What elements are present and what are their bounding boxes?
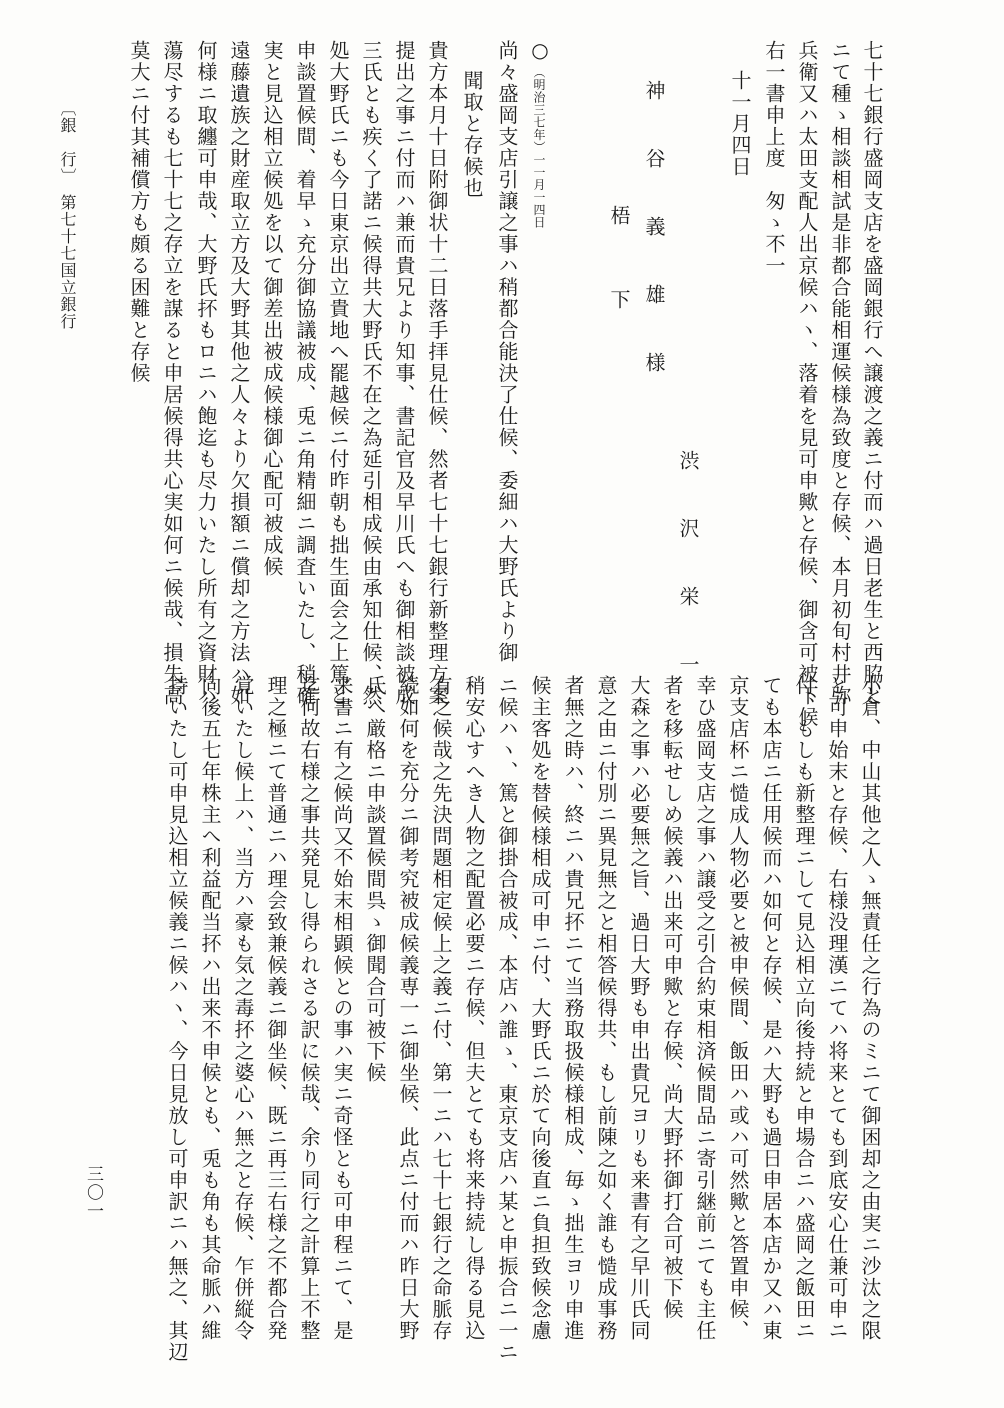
body-line: 有之候哉之先決問題相定候上之義ニ付、第一ニハ七十七銀行之命脈存 — [429, 675, 453, 1342]
body-line: 者を移転せしめ候義ハ出来可申歟と存候、尚大野抔御打合可被下候 — [660, 675, 684, 1320]
body-line: 迄何故右様之事共発見し得られさる訳に候哉、余り同行之計算上不整 — [297, 675, 321, 1342]
body-line: ても本店ニ任用候而ハ如何と存候、是ハ大野も過日申居本店か又ハ東 — [759, 675, 783, 1342]
postscript-line: 尚々盛岡支店引譲之事ハ稍都合能決了仕候、委細ハ大野氏より御 — [495, 40, 519, 664]
section-marker: ○ — [528, 38, 552, 64]
body-line: 来書ニ有之候尚又不始末相顕候との事ハ実ニ奇怪とも可申程ニて、是 — [330, 675, 354, 1342]
body-line: 意之由ニ付別ニ異見無之と相答候得共、もし前陳之如く誰も慥成事務 — [594, 675, 618, 1342]
body-line: 理之極ニて普通ニハ理会致兼候義ニ御坐候、既ニ再三右様之不都合発 — [264, 675, 288, 1342]
letter-line: 実と見込相立候処を以て御差出被成候様御心配可被成候 — [260, 40, 284, 578]
letter-line: 莫大ニ付其補償方も頗る困難と存候 — [127, 40, 151, 384]
body-line: 幸ひ盛岡支店之事ハ譲受之引合約束相済候間品ニ寄引継前ニても主任 — [693, 675, 717, 1342]
body-line: ニ候ハヽ、篤と御掛合被成、本店ハ誰ゝ、東京支店ハ某と申振合ニ一ニ — [495, 675, 519, 1363]
body-line: 付、もしも新整理ニして見込相立向後持続と申場合ニハ盛岡之飯田ニ — [792, 675, 816, 1342]
body-line: 稍安心すへき人物之配置必要ニ存候、但夫とても将来持続し得る見込 — [462, 675, 486, 1342]
body-line: 者無之時ハ、終ニハ貴兄抔ニて当務取扱候様相成、毎ゝ拙生ヨリ申進 — [561, 675, 585, 1342]
letter-line: 遠藤遺族之財産取立方及大野其他之人々より欠損額ニ償却之方法ハ如 — [227, 40, 251, 707]
letter-line: 処大野氏ニも今日東京出立貴地へ罷越候ニ付昨朝も拙生面会之上篤と — [326, 40, 350, 707]
body-line: 候主客処を替候様相成可申ニ付、大野氏ニ於て向後直ニ負担致候念慮 — [528, 675, 552, 1342]
body-line: 氏へ厳格ニ申談置候間呉ゝ御聞合可被下候 — [363, 675, 387, 1084]
intro-line: 七十七銀行盛岡支店を盛岡銀行へ譲渡之義ニ付而ハ過日老生と西脇と — [860, 40, 884, 707]
addressee-name: 神 谷 義 雄 様 — [642, 80, 666, 386]
body-line: 覚いたし候上ハ、当方ハ豪も気之毒抔之婆心ハ無之と存候、乍併縦令 — [231, 675, 255, 1342]
letter-line: 申談置候間、着早ゝ充分御協議被成、兎ニ角精細ニ調査いたし、稍確 — [293, 40, 317, 707]
letter-line: 貴方本月十日附御状十二日落手拝見仕候、然者七十七銀行新整理方案 — [425, 40, 449, 707]
sender-name: 渋 沢 栄 一 — [676, 450, 700, 688]
letter-line: 提出之事ニ付而ハ兼而貴兄より知事、書記官及早川氏へも御相談被成 — [392, 40, 416, 707]
body-line: 京支店杯ニ慥成人物必要と被申候間、飯田ハ或ハ可然歟と答置申候、 — [726, 675, 750, 1342]
body-line: 小倉、中山其他之人ゝ無責任之行為のミニて御困却之由実ニ沙汰之限 — [858, 675, 882, 1342]
body-line: と可申始末と存候、右様没理漢ニてハ将来とても到底安心仕兼可申ニ — [825, 675, 849, 1342]
postscript-line: 聞取と存候也 — [460, 70, 484, 199]
honorific: 梧 下 — [607, 205, 631, 331]
section-date: （明治三七年）一一月一四日 — [532, 66, 546, 229]
page-number: 三〇一 — [83, 1165, 103, 1221]
intro-line: ニて種ゝ相談相試是非都合能相運候様為致度と存候、本月初旬村井弥 — [828, 40, 852, 707]
intro-line: 右一書申上度 匆ゝ不一 — [762, 40, 786, 277]
body-line: 続如何を充分ニ御考究被成候義専一ニ御坐候、此点ニ付而ハ昨日大野 — [396, 675, 420, 1342]
intro-line: 兵衛又ハ太田支配人出京候ハヽ、落着を見可申歟と存候、御含可被下候 — [795, 40, 819, 728]
body-line: 持いたし可申見込相立候義ニ候ハヽ、今日見放し可申訳ニハ無之、其辺 — [165, 675, 189, 1363]
letter-date: 十一月四日 — [728, 70, 752, 178]
body-line: 向後五七年株主へ利益配当抔ハ出来不申候とも、兎も角も其命脈ハ維 — [198, 675, 222, 1342]
letter-line: 蕩尽するも七十七之存立を謀ると申居候得共心実如何ニ候哉、損失高 — [160, 40, 184, 707]
running-header: 〔銀 行〕 第七十七国立銀行 — [58, 100, 77, 330]
letter-line: 三氏とも疾く了諾ニ候得共大野氏不在之為延引相成候由承知仕候、然 — [359, 40, 383, 707]
body-line: 大森之事ハ必要無之旨、過日大野も申出貴兄ヨリも来書有之早川氏同 — [627, 675, 651, 1342]
letter-line: 何様ニ取纏可申哉、大野氏抔もロニハ飽迄も尽力いたし所有之資財ハ — [194, 40, 218, 707]
